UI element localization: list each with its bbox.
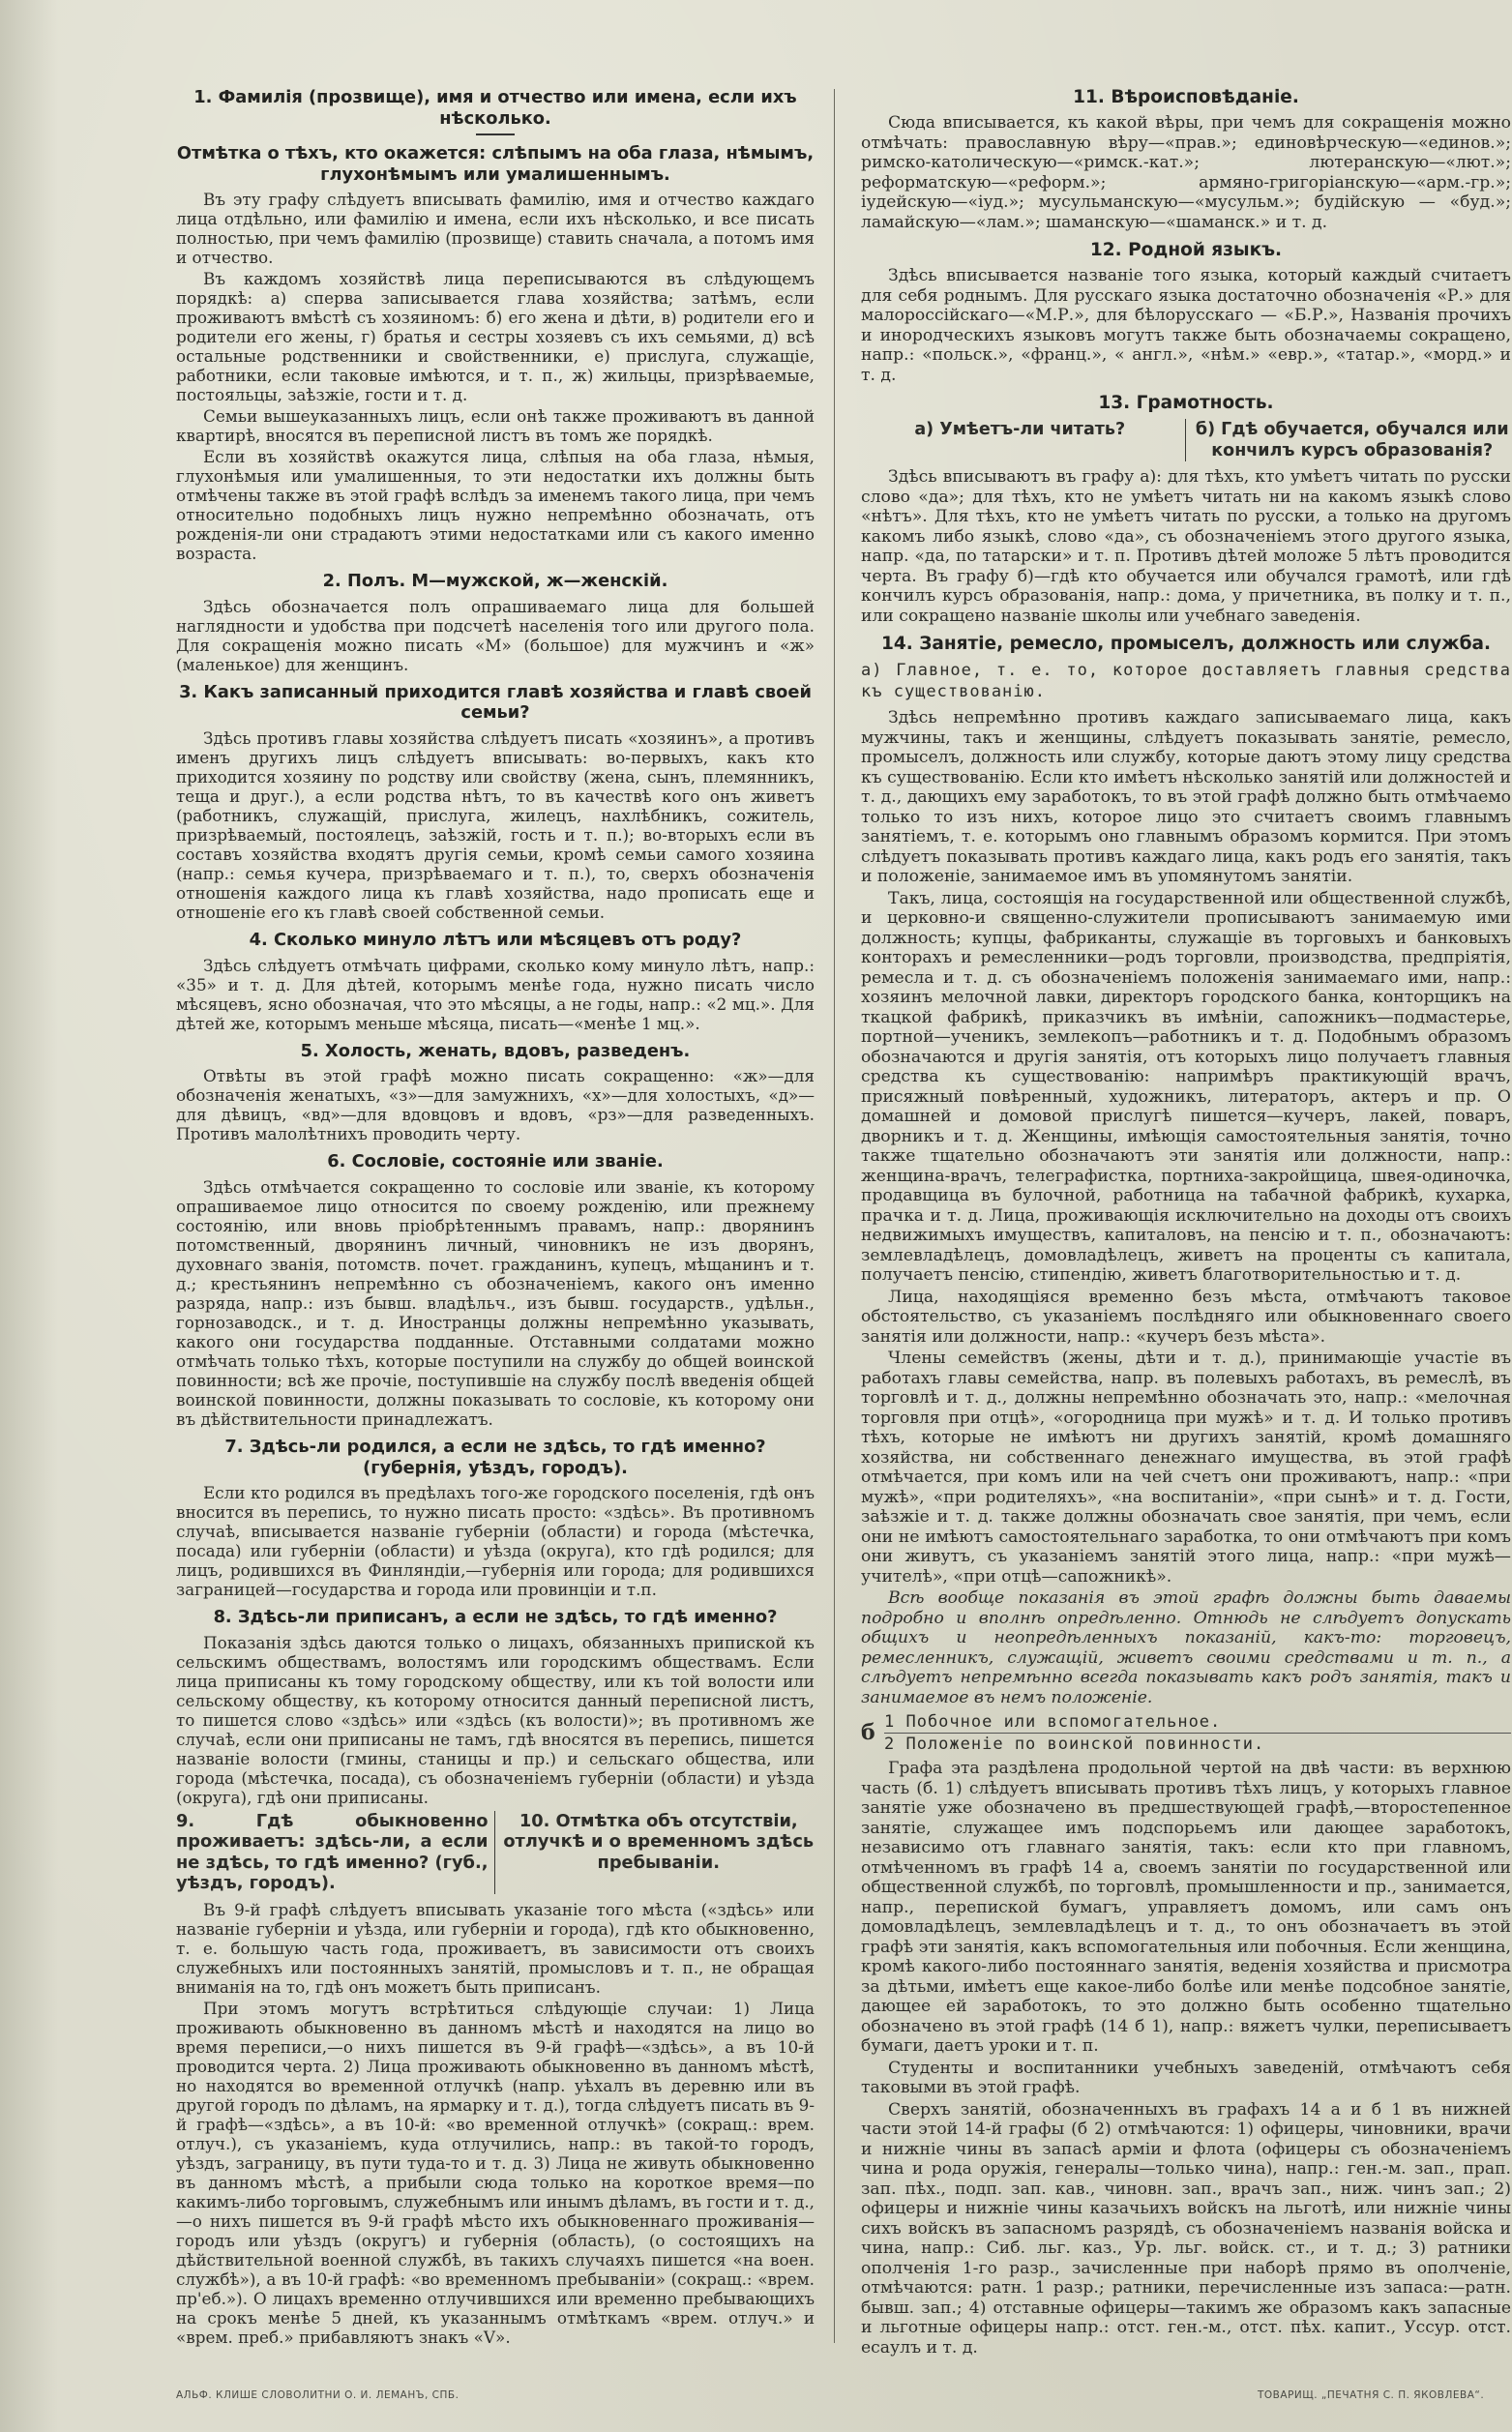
section-4-title: 4. Сколько минуло лѣтъ или мѣсяцевъ отъ роду? [249, 930, 742, 951]
section-14a-lead: а) Главное, т. е. то, которое доставляетъ главныя средства къ существованію. [861, 661, 1511, 701]
column-divider [834, 89, 835, 2343]
section-14-paragraph: Лица, находящіяся временно безъ мѣста, отмѣчаютъ таковое обстоятельство, съ указаніемъ послѣдняго или обыкновеннаго своего занятія или должности, напр.: «кучеръ безъ мѣста». [861, 1287, 1511, 1347]
section-2-paragraph: Здѣсь обозначается полъ опрашиваемаго лица для большей наглядности и удобства при подсчетѣ населенія того или другого пола. Для сокращенія можно писать «М» (большое) для мужчинъ и «ж» (маленькое) для женщинъ. [176, 596, 815, 674]
section-1-title: 1. Фамилія (прозвище), имя и отчество или имена, если ихъ нѣсколько. [193, 87, 797, 129]
right-column [861, 79, 1511, 2359]
section-11-paragraph: Сюда вписывается, къ какой вѣры, при чемъ для сокращенія можно отмѣчать: православную вѣру—«прав.»; единовѣрческую—«единов.»; римско-католическую—«римск.-кат.»; лютеранскую—«лют.»; реформатскую—«реформ.»; армяно-григоріанскую—«арм.-гр.»; іудейскую—«іуд.»; мусульманскую—«мусульм.»; будійскую — «буд.»; ламайскую—«лам.»; шаманскую—«шаманск.» и т. д. [861, 113, 1511, 232]
section-14b2-title: 2 Положеніе по воинской повинности. [884, 1735, 1265, 1754]
section-14b-label: б [861, 1720, 875, 1746]
section-1-paragraph: Въ эту графу слѣдуетъ вписывать фамилію, имя и отчество каждаго лица отдѣльно, или фамилію и имена, если ихъ нѣсколько, и все писать полностью, при чемъ фамилію (прозвище) ставить сначала, а потомъ имя и отчество. [176, 190, 815, 268]
section-7-title: 7. Здѣсь-ли родился, а если не здѣсь, то гдѣ именно? (губернія, уѣздъ, городъ). [224, 1437, 766, 1478]
section-9-title: 9. Гдѣ обыкновенно проживаетъ: здѣсь-ли, а если не здѣсь, то гдѣ именно? (губ., уѣздъ, городъ). [176, 1811, 495, 1894]
page-edge-shadow [0, 0, 58, 2432]
section-8-paragraph: Показанія здѣсь даются только о лицахъ, обязанныхъ припиской къ сельскимъ обществамъ, волостямъ или городскимъ обществамъ. Если лица приписаны къ тому городскому обществу, или къ той волости или сельскому обществу, къ которому относится данный переписной листъ, то пишется слово «здѣсь» или «здѣсь (къ волости)»; въ противномъ же случаѣ, если они приписаны не тамъ, гдѣ вносятся въ перепись, пишется названіе волости (гмины, станицы и пр.) и сельскаго общества, или города (мѣстечка, посада), съ обозначеніемъ губерніи (области) и уѣзда (округа), гдѣ они приписаны. [176, 1632, 815, 1807]
section-9-paragraph: При этомъ могутъ встрѣтиться слѣдующіе случаи: 1) Лица проживають обыкновенно въ данномъ мѣстѣ и находятся на лицо во время переписи,—о нихъ пишется въ 9-й графѣ—«здѣсь», а въ 10-й проводится черта. 2) Лица проживають обыкновенно въ данномъ мѣстѣ, но находятся во временной отлучкѣ (напр. уѣхалъ въ деревню или въ другой городъ по дѣламъ, на ярмарку и т. д.), тогда слѣдуетъ писать въ 9-й графѣ—«здѣсь», а въ 10-й: «во временной отлучкѣ» (сокращ.: врем. отлуч.), съ указаніемъ, куда отлучились, напр.: въ такой-то городъ, уѣздъ, заграницу, въ пути туда-то и т. д. 3) Лица не живуть обыкновенно въ данномъ мѣстѣ, а прибыли сюда только на короткое время—по какимъ-либо торговымъ, служебнымъ или инымъ дѣламъ, въ гости и т. д.,—о нихъ пишется въ 9-й графѣ мѣсто ихъ обыкновеннаго проживанія—городъ или уѣздъ (округъ) и губернія (область), (о состоящихъ на дѣйствительной военной службѣ, въ такихъ случаяхъ пишется «на воен. службѣ»), а въ 10-й графѣ: «во временномъ пребываніи» (сокращ.: «врем. пр'еб.»). О лицахъ временно отлучившихся или временно пребывающихъ на срокъ менѣе 5 дней, къ указаннымъ отмѣткамъ «врем. отлуч.» и «врем. преб.» прибавляютъ знакъ «V». [176, 1998, 815, 2348]
section-14-paragraph: Такъ, лица, состоящія на государственной или общественной службѣ, и церковно-и священно-служители прописываютъ занимаемую ими должность; купцы, фабриканты, служащіе въ торговыхъ и банковыхъ конторахъ и ремесленники—родъ торговли, производства, предпріятія, ремесла и т. д. съ обозначеніемъ положенія занимаемаго ими, напр.: хозяинъ мелочной лавки, директоръ городского банка, конторщикъ на ткацкой фабрикѣ, приказчикъ въ имѣніи, сапожникъ—подмастерье, портной—ученикъ, землекопъ—работникъ и т. д. Подобнымъ образомъ обозначаются и другія занятія, отъ которыхъ лицо получаетъ главныя средства къ существованію: напримѣръ практикующій врачъ, присяжный повѣренный, художникъ, литераторъ, актеръ и пр. О домашней и домовой прислугѣ пишется—кучеръ, лакей, поваръ, дворникъ и т. д. Женщины, имѣющія самостоятельныя занятія, точно также тщательно обозначаютъ эти занятія или должности, напр.: женщина-врачъ, телеграфистка, портниха-закройщица, швея-одиночка, продавщица въ булочной, работница на табачной фабрикѣ, кухарка, прачка и т. д. Лица, проживающія исключительно на доходы отъ своихъ недвижимыхъ имуществъ, капиталовъ, на пенсію и т. п., обозначаютъ: землевладѣлецъ, домовладѣлецъ, живетъ на проценты съ капитала, получаетъ пенсію, стипендію, живетъ благотворительностью и т. д. [861, 888, 1511, 1285]
section-13-paragraph: Здѣсь вписываютъ въ графу а): для тѣхъ, кто умѣетъ читать по русски слово «да»; для тѣхъ, кто не умѣетъ читать ни на какомъ языкѣ слово «нѣтъ». Для тѣхъ, кто не умѣетъ читать по русски, а только на другомъ какомъ либо языкѣ, слово «да», съ обозначеніемъ этого другого языка, напр. «да, по татарски» и т. п. Противъ дѣтей моложе 5 лѣтъ проводится черта. Въ графу б)—гдѣ кто обучается или обучался грамотѣ, или гдѣ кончилъ курсъ образованія, напр.: дома, у причетника, въ полку и т. п., или сокращено названіе школы или учебнаго заведенія. [861, 467, 1511, 626]
section-5-title: 5. Холость, женать, вдовъ, разведенъ. [300, 1040, 691, 1061]
section-4-paragraph: Здѣсь слѣдуетъ отмѣчать цифрами, сколько кому минуло лѣтъ, напр.: «35» и т. д. Для дѣтей, которымъ менѣе года, нужно писать число мѣсяцевъ, ясно обозначая, что это мѣсяцы, а не годы, напр.: «2 мц.». Для дѣтей же, которымъ меньше мѣсяца, писать—«менѣе 1 мц.». [176, 955, 815, 1033]
printer-imprint-right: ТОВАРИЩ. „ПЕЧАТНЯ С. П. ЯКОВЛЕВА“. [1258, 2389, 1485, 2401]
section-1-paragraph: Въ каждомъ хозяйствѣ лица переписываются въ слѣдующемъ порядкѣ: а) сперва записывается глава хозяйства; затѣмъ, если проживаютъ вмѣстѣ съ хозяиномъ: б) его жена и дѣти, в) родители его и родители его жены, г) братья и сестры хозяевъ съ ихъ семьями, д) всѣ остальные родственники и свойственники, е) прислуга, служащіе, работники, если таковые имѣются, и т. п., ж) жильцы, призрѣваемые, постояльцы, заѣзжіе, гости и т. д. [176, 269, 815, 405]
section-14b-items [884, 1711, 1511, 1755]
section-13-title: 13. Грамотность. [1098, 393, 1274, 413]
section-14-paragraph: Здѣсь непремѣнно противъ каждаго записываемаго лица, какъ мужчины, такъ и женщины, слѣдуетъ показывать занятіе, ремесло, промыселъ, должность или службу, которые даютъ этому лицу средства къ существованію. Если кто имѣетъ нѣсколько занятій или должностей и т. д., дающихъ ему заработокъ, то въ этой графѣ должно быть отмѣчаемо только то изъ нихъ, которое лицо это считаетъ своимъ главнымъ занятіемъ, т. е. которымъ оно главнымъ образомъ кормится. При этомъ слѣдуетъ показывать противъ каждаго лица, какъ родъ его занятія, такъ и положеніе, занимаемое имъ въ упомянутомъ занятіи. [861, 708, 1511, 886]
section-1-subtitle: Отмѣтка о тѣхъ, кто окажется: слѣпымъ на оба глаза, нѣмымъ, глухонѣмымъ или умалишеннымъ. [176, 143, 815, 185]
sections-9-10-header [176, 1811, 815, 1894]
section-14b1-title: 1 Побочное или вспомогательное. [884, 1711, 1511, 1734]
section-6-paragraph: Здѣсь отмѣчается сокращенно то сословіе или званіе, къ которому опрашиваемое лицо относится по своему рожденію, или прежнему состоянію, или вновь пріобрѣтеннымъ правамъ, напр.: дворянинъ потомственный, дворянинъ личный, чиновникъ не изъ дворянъ, духовнаго званія, потомств. почет. гражданинъ, купецъ, мѣщанинъ и т. д.; крестьянинъ непремѣнно съ обозначеніемъ, какого онъ именно разряда, напр.: изъ бывш. владѣльч., изъ бывш. государств., удѣльн., горнозаводск., и т. д. Иностранцы должны непремѣнно указывать, какого они государства подданные. Отставными солдатами можно отмѣчать только тѣхъ, которые поступили на службу до общей воинской повинности; всѣ же прочіе, поступившіе на службу послѣ введенія общей воинской повинности, должны показывать то сословіе, къ которому они въ дѣйствительности принадлежатъ. [176, 1176, 815, 1429]
section-7-paragraph: Если кто родился въ предѣлахъ того-же городского поселенія, гдѣ онъ вносится въ перепись, то нужно писать просто: «здѣсь». Въ противномъ случаѣ, вписывается названіе губерніи (области) и города (мѣстечка, посада) или губерніи (области) и уѣзда (округа), кто гдѣ родился; для лицъ, родившихся въ Финляндіи,—губернія или города; для родившихся заграницей—государства и города или провинціи и т.п. [176, 1483, 815, 1600]
section-14-paragraph: Члены семействъ (жены, дѣти и т. д.), принимающіе участіе въ работахъ главы семейства, напр. въ полевыхъ работахъ, въ ремеслѣ, въ торговлѣ и т. д., должны непремѣнно обозначать это, напр.: «мелочная торговля при отцѣ», «огородница при мужѣ» и т. д. И только противъ тѣхъ, которые не имѣютъ ни другихъ занятій, кромѣ домашняго хозяйства, ни собственнаго денежнаго имущества, въ этой графѣ отмѣчается, при комъ или на чей счетъ они проживаютъ, напр.: «при мужѣ», «при родителяхъ», «на воспитаніи», «при сынѣ» и т. д. Гости, заѣзжіе и т. д. также должны обозначать свое занятія, при чемъ, если они не имѣютъ самостоятельнаго заработка, то они отмѣчаютъ при комъ они живутъ, съ указаніемъ занятій этого лица, напр.: «при мужѣ—учителѣ», «при отцѣ—сапожникѣ». [861, 1349, 1511, 1587]
section-14-paragraph: Сверхъ занятій, обозначенныхъ въ графахъ 14 а и б 1 въ нижней части этой 14-й графы (б 2) отмѣчаются: 1) офицеры, чиновники, врачи и нижніе чины въ запасѣ арміи и флота (офицеры съ обозначеніемъ чина и рода оружія, генералы—только чина), напр.: ген.-м. зап., прап. зап. пѣх., подп. зап. кав., чиновн. зап., врачъ зап., ниж. чинъ зап.; 2) офицеры и нижніе чины казачьихъ войскъ на льготѣ, или нижніе чины сихъ войскъ въ запасномъ разрядѣ, съ обозначеніемъ названія войска и чина, напр.: Сиб. льг. каз., Ур. льг. войск. ст., и т. д.; 3) ратники ополченія 1-го разр., зачисленные при наборѣ прямо въ ополченіе, отмѣчаются: ратн. 1 разр.; ратники, перечисленные изъ запаса:—ратн. бывш. зап.; 4) отставные офицеры—такимъ же образомъ какъ запасные и льготные офицеры напр.: отст. ген.-м., отст. пѣх. капит., Уссур. отст. есаулъ и т. д. [861, 2099, 1511, 2358]
title-divider [476, 133, 515, 135]
section-13a-title: а) Умѣетъ-ли читать? [861, 419, 1186, 461]
section-12-paragraph: Здѣсь вписывается названіе того языка, который каждый считаетъ для себя роднымъ. Для русскаго языка достаточно обозначенія «Р.» для малороссійскаго—«М.Р.», для бѣлорусскаго — «Б.Р.», Названія прочихъ и инородческихъ языковъ могутъ также быть обозначаемы сокращено, напр.: «польск.», «франц.», « англ.», «нѣм.» «евр.», «татар.», «морд.» и т. д. [861, 266, 1511, 385]
section-9-paragraph: Въ 9-й графѣ слѣдуетъ вписывать указаніе того мѣста («здѣсь» или названіе губерніи и уѣзда, или губерніи и города), гдѣ кто обыкновенно, т. е. большую часть года, проживаетъ, въ зависимости отъ своихъ служебныхъ или постоянныхъ занятій, промысловъ и т. п., не обращая вниманія на то, гдѣ онъ можетъ быть приписанъ. [176, 1899, 815, 1997]
section-2-title: 2. Полъ. М—мужской, ж—женскій. [322, 571, 668, 592]
section-6-title: 6. Сословіе, состояніе или званіе. [327, 1151, 664, 1172]
section-14-title: 14. Занятіе, ремесло, промыселъ, должность или служба. [880, 634, 1491, 654]
section-10-title: 10. Отмѣтка объ отсутствіи, отлучкѣ и о временномъ здѣсь пребываніи. [503, 1810, 815, 1873]
left-column [176, 79, 815, 2349]
section-8-title: 8. Здѣсь-ли приписанъ, а если не здѣсь, то гдѣ именно? [213, 1607, 778, 1628]
section-14-paragraph: Графа эта раздѣлена продольной чертой на двѣ части: въ верхнюю часть (б. 1) слѣдуетъ вписывать противъ тѣхъ лицъ, у которыхъ главное занятіе уже обозначено въ предшествующей графѣ,—второстепенное занятіе, служащее имъ подспорьемъ или дающее заработокъ, независимо отъ главнаго занятія, такъ: если кто при главномъ, отмѣченномъ въ графѣ 14 а, своемъ занятіи по государственной или общественной службѣ, по торговлѣ, промышленности и пр., занимается, напр., перепиской бумагъ, управляетъ домомъ, или самъ онъ домовладѣлецъ, землевладѣлецъ и т. д., то онъ обозначаетъ въ этой графѣ эти занятія, какъ вспомогательныя или побочныя. Если женщина, кромѣ какого-либо постояннаго занятія, веденія хозяйства и присмотра за дѣтьми, имѣетъ еще какое-либо болѣе или менѣе подсобное занятіе, дающее ей заработокъ, то это должно быть особенно тщательно обозначено въ этой графѣ (14 б 1), напр.: вяжетъ чулки, переписываетъ бумаги, даетъ уроки и т. п. [861, 1759, 1511, 2056]
section-11-title: 11. Вѣроисповѣданіе. [1073, 87, 1299, 107]
section-13-subheaders [861, 419, 1511, 461]
section-5-paragraph: Отвѣты въ этой графѣ можно писать сокращенно: «ж»—для обозначенія женатыхъ, «з»—для замужнихъ, «х»—для холостыхъ, «д»—для дѣвицъ, «вд»—для вдовцовъ и вдовъ, «рз»—для разведенныхъ. Противъ малолѣтнихъ проводить черту. [176, 1066, 815, 1144]
section-1-paragraph: Семьи вышеуказанныхъ лицъ, если онѣ также проживаютъ въ данной квартирѣ, вносятся въ переписной листъ въ томъ же порядкѣ. [176, 406, 815, 446]
section-12-title: 12. Родной языкъ. [1089, 240, 1283, 260]
section-3-paragraph: Здѣсь противъ главы хозяйства слѣдуетъ писать «хозяинъ», а противъ именъ другихъ лицъ слѣдуетъ вписывать: во-первыхъ, какъ кто приходится хозяину по родству или свойству (жена, сынъ, племянникъ, теща и друг.), а если родства нѣтъ, то въ качествѣ кого онъ живетъ (работникъ, служащій, прислуга, жилецъ, нахлѣбникъ, сожитель, призрѣваемый, постоялецъ, заѣзжій, гость и т. п.); во-вторыхъ если въ составъ хозяйства входятъ другія семьи, кромѣ семьи самого хозяина (напр.: семья кучера, призрѣваемаго и т. п.), то, сверхъ обозначенія отношенія каждого лица къ главѣ хозяйства, надо прописать еще и отношеніе его къ главѣ своей собственной семьи. [176, 727, 815, 923]
printer-imprint-left: АЛЬФ. КЛИШЕ СЛОВОЛИТНИ О. И. ЛЕМАНЪ, СПБ. [176, 2389, 460, 2401]
section-14-paragraph: Всѣ вообще показанія въ этой графѣ должны быть даваемы подробно и вполнѣ опредѣленно. Отнюдь не слѣдуетъ допускать общихъ и неопредѣленныхъ показаній, какъ-то: торговецъ, ремесленникъ, служащій, живетъ своими средствами и т. п., а слѣдуетъ непремѣнно всегда показывать какъ родъ занятія, такъ и занимаемое въ немъ положеніе. [861, 1588, 1511, 1707]
section-1-paragraph: Если въ хозяйствѣ окажутся лица, слѣпыя на оба глаза, нѣмыя, глухонѣмыя или умалишенныя, то эти недостатки ихъ должны быть отмѣчены также въ этой графѣ вслѣдъ за именемъ такого лица, при чемъ относительно подобныхъ лицъ нужно непремѣнно обозначать, отъ рожденія-ли они страдаютъ этими недостатками или съ какого именно возраста. [176, 447, 815, 564]
section-14b-header [861, 1711, 1511, 1755]
section-3-title: 3. Какъ записанный приходится главѣ хозяйства и главѣ своей семьи? [179, 681, 812, 724]
section-14-paragraph: Студенты и воспитанники учебныхъ заведеній, отмѣчаютъ себя таковыми въ этой графѣ. [861, 2058, 1511, 2097]
section-13b-title: б) Гдѣ обучается, обучался или кончилъ курсъ образованія? [1195, 420, 1509, 460]
